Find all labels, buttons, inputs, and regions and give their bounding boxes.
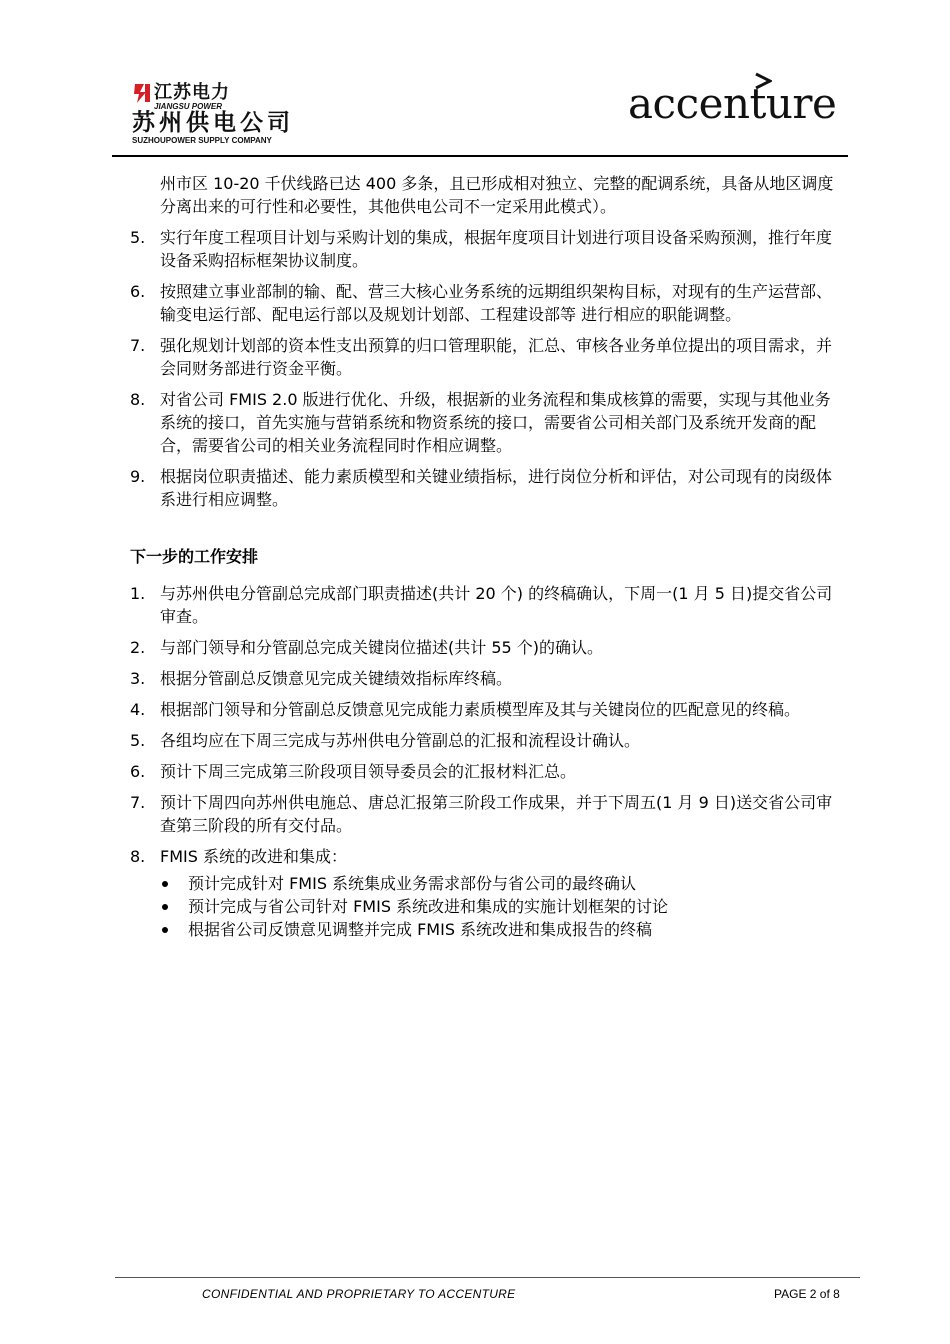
next-steps-list xyxy=(130,582,838,868)
bullet-text: 预计完成与省公司针对 FMIS 系统改进和集成的实施计划框架的讨论 xyxy=(188,897,669,916)
document-body xyxy=(130,172,838,941)
list-item-number: 2. xyxy=(130,638,146,657)
jiangsu-power-emblem-icon xyxy=(132,82,152,104)
bullet-icon xyxy=(160,872,188,895)
bullet-text: 预计完成针对 FMIS 系统集成业务需求部份与省公司的最终确认 xyxy=(188,874,637,893)
bullet-icon xyxy=(160,895,188,918)
page-number: PAGE 2 of 8 xyxy=(774,1287,840,1301)
jiangsu-power-logo xyxy=(132,82,312,148)
confidential-notice: CONFIDENTIAL AND PROPRIETARY TO ACCENTURE xyxy=(202,1287,516,1301)
continuation-paragraph: 州市区 10-20 千伏线路已达 400 多条，且已形成相对独立、完整的配调系统，具备从地区调度分离出来的可行性和必要性，其他供电公司不一定采用此模式）。 xyxy=(160,174,834,216)
list-item xyxy=(130,667,838,690)
list-item-number: 9. xyxy=(130,467,146,486)
measures-list xyxy=(130,226,838,511)
list-item xyxy=(130,698,838,721)
list-item xyxy=(130,636,838,659)
logo-company-name-cn: 苏州供电公司 xyxy=(132,110,294,136)
bullet-icon xyxy=(160,918,188,941)
list-item-text: 预计下周三完成第三阶段项目领导委员会的汇报材料汇总。 xyxy=(160,762,577,781)
list-item-text: 实行年度工程项目计划与采购计划的集成，根据年度项目计划进行项目设备采购预测，推行年度设备采购招标框架协议制度。 xyxy=(160,228,833,270)
list-item-text: FMIS 系统的改进和集成： xyxy=(160,847,347,866)
bullet-item xyxy=(160,872,838,895)
logo-company-name-en: SUZHOUPOWER SUPPLY COMPANY xyxy=(132,136,272,145)
fmis-bullet-list xyxy=(160,872,838,941)
list-item xyxy=(130,729,838,752)
list-item-text: 按照建立事业部制的输、配、营三大核心业务系统的远期组织架构目标，对现有的生产运营部、输变电运行部、配电运行部以及规划计划部、工程建设部等 进行相应的职能调整。 xyxy=(160,282,833,324)
footer-divider xyxy=(115,1277,860,1278)
logo-subtitle-en: JIANGSU POWER xyxy=(154,102,223,111)
list-item-text: 各组均应在下周三完成与苏州供电分管副总的汇报和流程设计确认。 xyxy=(160,731,641,750)
bullet-item xyxy=(160,895,838,918)
list-item-text: 预计下周四向苏州供电施总、唐总汇报第三阶段工作成果，并于下周五(1 月 9 日)送交省公司审查第三阶段的所有交付品。 xyxy=(160,793,833,835)
list-item-number: 6. xyxy=(130,282,146,301)
list-item-text: 对省公司 FMIS 2.0 版进行优化、升级，根据新的业务流程和集成核算的需要，实现与其他业务系统的接口，首先实施与营销系统和物资系统的接口，需要省公司相关部门及系统开发商的配合，需要省公司的相关业务流程同时作相应调整。 xyxy=(160,390,831,455)
list-item-number: 5. xyxy=(130,731,146,750)
page-header xyxy=(0,0,950,160)
accenture-wordmark: accenture xyxy=(628,79,837,128)
list-item-text: 根据岗位职责描述、能力素质模型和关键业绩指标，进行岗位分析和评估，对公司现有的岗级体系进行相应调整。 xyxy=(160,467,833,509)
header-divider xyxy=(112,155,848,157)
bullet-item xyxy=(160,918,838,941)
list-item-text: 根据部门领导和分管副总反馈意见完成能力素质模型库及其与关键岗位的匹配意见的终稿。 xyxy=(160,700,801,719)
list-item-number: 4. xyxy=(130,700,146,719)
list-item-number: 7. xyxy=(130,336,146,355)
list-item xyxy=(130,582,838,628)
list-item xyxy=(130,226,838,272)
list-item xyxy=(130,334,838,380)
list-item xyxy=(130,760,838,783)
list-item-number: 8. xyxy=(130,847,146,866)
list-item-text: 与苏州供电分管副总完成部门职责描述(共计 20 个) 的终稿确认，下周一(1 月 5 日)提交省公司审查。 xyxy=(160,584,833,626)
list-item xyxy=(130,280,838,326)
list-item xyxy=(130,791,838,837)
list-item-number: 1. xyxy=(130,584,146,603)
section-heading: 下一步的工作安排 xyxy=(130,547,259,566)
list-item-number: 8. xyxy=(130,390,146,409)
list-item-text: 与部门领导和分管副总完成关键岗位描述(共计 55 个)的确认。 xyxy=(160,638,604,657)
list-item-text: 强化规划计划部的资本性支出预算的归口管理职能，汇总、审核各业务单位提出的项目需求，并会同财务部进行资金平衡。 xyxy=(160,336,833,378)
list-item xyxy=(130,465,838,511)
list-item-number: 7. xyxy=(130,793,146,812)
accenture-logo xyxy=(628,72,843,132)
list-item xyxy=(130,845,838,868)
list-item-number: 5. xyxy=(130,228,146,247)
list-item-number: 6. xyxy=(130,762,146,781)
logo-title: 江苏电力 xyxy=(154,82,230,103)
list-item-number: 3. xyxy=(130,669,146,688)
list-item-text: 根据分管副总反馈意见完成关键绩效指标库终稿。 xyxy=(160,669,513,688)
bullet-text: 根据省公司反馈意见调整并完成 FMIS 系统改进和集成报告的终稿 xyxy=(188,920,653,939)
list-item xyxy=(130,388,838,457)
